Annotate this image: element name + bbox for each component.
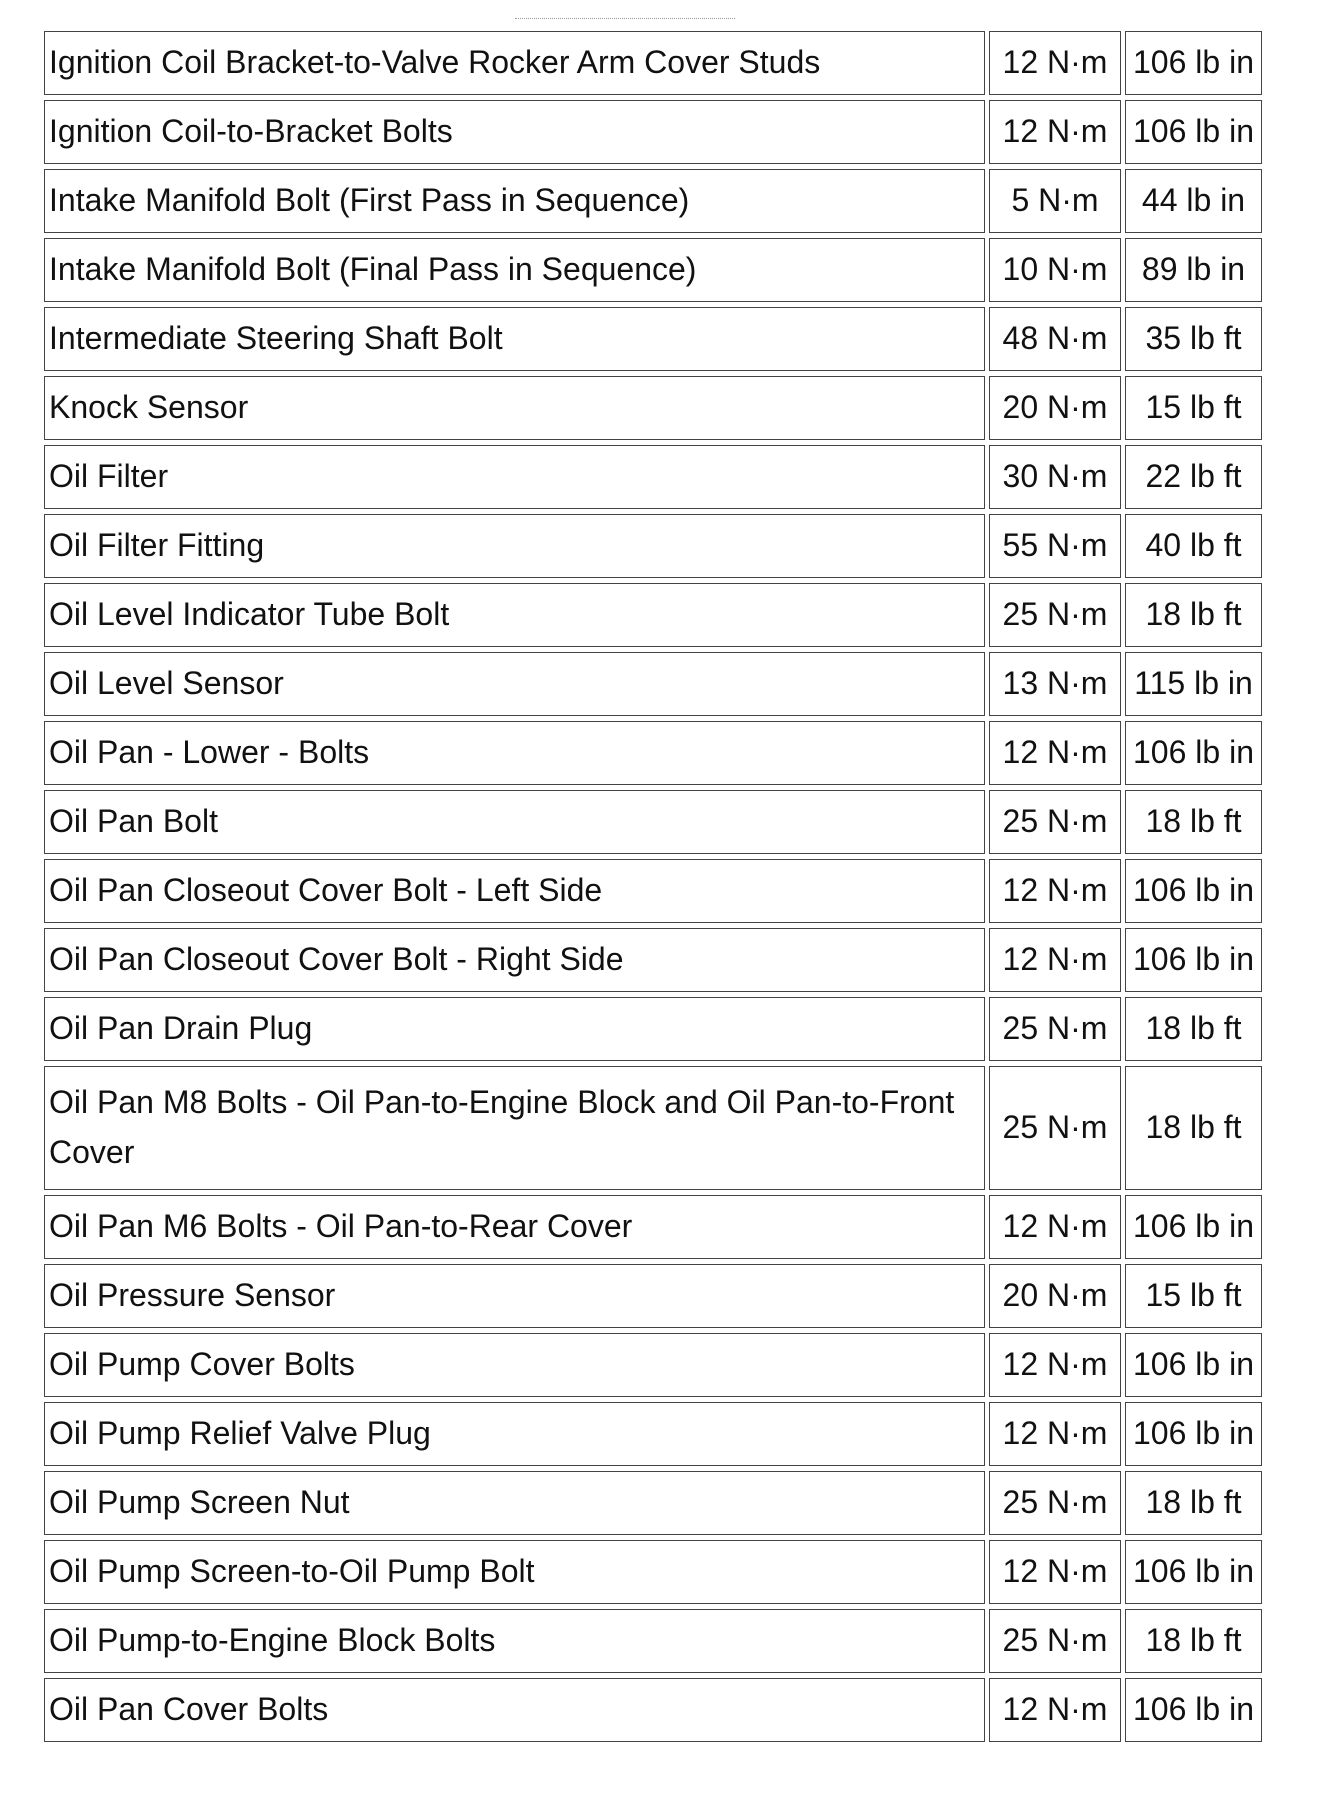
metric-value-cell: 20 N·m [989, 376, 1121, 440]
table-row [44, 1402, 1262, 1466]
english-value-cell: 18 lb ft [1125, 1471, 1262, 1535]
description-cell: Ignition Coil-to-Bracket Bolts [44, 100, 985, 164]
english-value-cell: 18 lb ft [1125, 790, 1262, 854]
table-row [44, 238, 1262, 302]
metric-value-cell: 30 N·m [989, 445, 1121, 509]
scan-artifact-line [515, 18, 735, 20]
torque-spec-table [40, 26, 1266, 1747]
english-value-cell: 22 lb ft [1125, 445, 1262, 509]
table-row [44, 1066, 1262, 1190]
description-cell: Intermediate Steering Shaft Bolt [44, 307, 985, 371]
table-row [44, 928, 1262, 992]
metric-value-cell: 12 N·m [989, 1333, 1121, 1397]
table-row [44, 859, 1262, 923]
metric-value-cell: 25 N·m [989, 1066, 1121, 1190]
metric-value-cell: 25 N·m [989, 790, 1121, 854]
metric-value-cell: 25 N·m [989, 997, 1121, 1061]
table-row [44, 997, 1262, 1061]
description-cell: Oil Pump Relief Valve Plug [44, 1402, 985, 1466]
metric-value-cell: 48 N·m [989, 307, 1121, 371]
description-cell: Intake Manifold Bolt (First Pass in Sequence) [44, 169, 985, 233]
table-row [44, 376, 1262, 440]
english-value-cell: 18 lb ft [1125, 1066, 1262, 1190]
table-row [44, 1195, 1262, 1259]
english-value-cell: 106 lb in [1125, 1333, 1262, 1397]
english-value-cell: 18 lb ft [1125, 583, 1262, 647]
description-cell: Oil Pan Drain Plug [44, 997, 985, 1061]
english-value-cell: 106 lb in [1125, 928, 1262, 992]
english-value-cell: 18 lb ft [1125, 997, 1262, 1061]
metric-value-cell: 12 N·m [989, 1195, 1121, 1259]
metric-value-cell: 12 N·m [989, 1678, 1121, 1742]
table-row [44, 445, 1262, 509]
table-row [44, 1609, 1262, 1673]
metric-value-cell: 5 N·m [989, 169, 1121, 233]
table-row [44, 1678, 1262, 1742]
english-value-cell: 106 lb in [1125, 1195, 1262, 1259]
english-value-cell: 106 lb in [1125, 31, 1262, 95]
description-cell: Oil Pump Screen-to-Oil Pump Bolt [44, 1540, 985, 1604]
english-value-cell: 106 lb in [1125, 100, 1262, 164]
description-cell: Oil Pump Screen Nut [44, 1471, 985, 1535]
metric-value-cell: 20 N·m [989, 1264, 1121, 1328]
description-cell: Ignition Coil Bracket-to-Valve Rocker Arm Cover Studs [44, 31, 985, 95]
english-value-cell: 106 lb in [1125, 1678, 1262, 1742]
description-cell: Oil Pan Closeout Cover Bolt - Left Side [44, 859, 985, 923]
metric-value-cell: 10 N·m [989, 238, 1121, 302]
english-value-cell: 106 lb in [1125, 1540, 1262, 1604]
table-row [44, 100, 1262, 164]
description-cell: Oil Pan Cover Bolts [44, 1678, 985, 1742]
english-value-cell: 15 lb ft [1125, 1264, 1262, 1328]
description-cell: Oil Pan Bolt [44, 790, 985, 854]
english-value-cell: 115 lb in [1125, 652, 1262, 716]
description-cell: Oil Pressure Sensor [44, 1264, 985, 1328]
table-row [44, 31, 1262, 95]
table-row [44, 1471, 1262, 1535]
table-row [44, 721, 1262, 785]
english-value-cell: 106 lb in [1125, 859, 1262, 923]
english-value-cell: 18 lb ft [1125, 1609, 1262, 1673]
metric-value-cell: 12 N·m [989, 859, 1121, 923]
description-cell: Intake Manifold Bolt (Final Pass in Sequence) [44, 238, 985, 302]
metric-value-cell: 12 N·m [989, 31, 1121, 95]
metric-value-cell: 25 N·m [989, 583, 1121, 647]
metric-value-cell: 12 N·m [989, 100, 1121, 164]
metric-value-cell: 13 N·m [989, 652, 1121, 716]
english-value-cell: 40 lb ft [1125, 514, 1262, 578]
metric-value-cell: 12 N·m [989, 721, 1121, 785]
english-value-cell: 15 lb ft [1125, 376, 1262, 440]
description-cell: Oil Pump-to-Engine Block Bolts [44, 1609, 985, 1673]
table-row [44, 169, 1262, 233]
metric-value-cell: 12 N·m [989, 928, 1121, 992]
english-value-cell: 106 lb in [1125, 1402, 1262, 1466]
metric-value-cell: 12 N·m [989, 1402, 1121, 1466]
description-cell: Knock Sensor [44, 376, 985, 440]
description-cell: Oil Pump Cover Bolts [44, 1333, 985, 1397]
english-value-cell: 35 lb ft [1125, 307, 1262, 371]
description-cell: Oil Level Indicator Tube Bolt [44, 583, 985, 647]
metric-value-cell: 25 N·m [989, 1609, 1121, 1673]
description-cell: Oil Pan M6 Bolts - Oil Pan-to-Rear Cover [44, 1195, 985, 1259]
table-row [44, 1264, 1262, 1328]
metric-value-cell: 25 N·m [989, 1471, 1121, 1535]
metric-value-cell: 12 N·m [989, 1540, 1121, 1604]
description-cell: Oil Filter Fitting [44, 514, 985, 578]
table-row [44, 514, 1262, 578]
description-cell: Oil Pan Closeout Cover Bolt - Right Side [44, 928, 985, 992]
description-cell: Oil Level Sensor [44, 652, 985, 716]
english-value-cell: 106 lb in [1125, 721, 1262, 785]
description-cell: Oil Pan - Lower - Bolts [44, 721, 985, 785]
table-row [44, 652, 1262, 716]
table-row [44, 1333, 1262, 1397]
english-value-cell: 44 lb in [1125, 169, 1262, 233]
table-row [44, 583, 1262, 647]
metric-value-cell: 55 N·m [989, 514, 1121, 578]
table-row [44, 1540, 1262, 1604]
description-cell: Oil Pan M8 Bolts - Oil Pan-to-Engine Block and Oil Pan-to-Front Cover [44, 1066, 985, 1190]
table-row [44, 790, 1262, 854]
table-row [44, 307, 1262, 371]
english-value-cell: 89 lb in [1125, 238, 1262, 302]
description-cell: Oil Filter [44, 445, 985, 509]
